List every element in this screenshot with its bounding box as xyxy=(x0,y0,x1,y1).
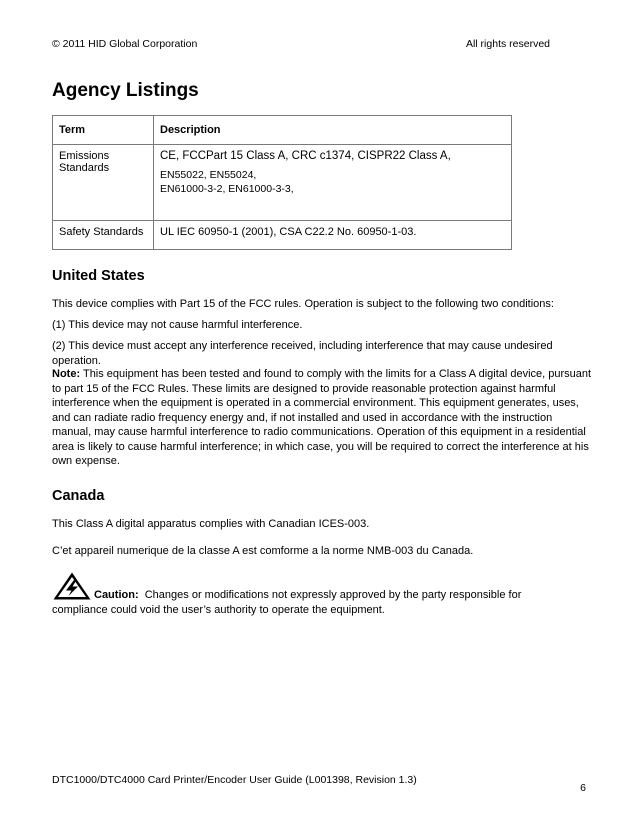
high-voltage-warning-icon xyxy=(52,571,92,601)
caution-line-2: compliance could void the user’s authority to operate the equipment. xyxy=(52,604,385,616)
canada-paragraph-1: This Class A digital apparatus complies with Canadian ICES-003. xyxy=(52,518,370,530)
description-cell: UL IEC 60950-1 (2001), CSA C22.2 No. 60950-1-03. xyxy=(154,221,512,250)
header-copyright: © 2011 HID Global Corporation xyxy=(52,38,198,50)
us-paragraph-2: (1) This device may not cause harmful interference. xyxy=(52,319,303,331)
header-rights: All rights reserved xyxy=(465,38,550,50)
section-heading-united-states: United States xyxy=(52,268,145,284)
caution-line-1 xyxy=(94,589,521,601)
table-header-row xyxy=(53,116,512,145)
table-row xyxy=(53,145,512,221)
description-text: CE, FCCPart 15 Class A, CRC c1374, CISPR22 Class A, xyxy=(160,150,451,162)
footer-doc-title: DTC1000/DTC4000 Card Printer/Encoder User Guide (L001398, Revision 1.3) xyxy=(52,774,417,786)
caution-label: Caution: xyxy=(94,589,139,601)
column-header-description: Description xyxy=(154,116,512,145)
caution-text-1: Changes or modifications not expressly approved by the party responsible for xyxy=(144,589,522,601)
table-row xyxy=(53,221,512,250)
description-extra-line: EN61000-3-2, EN61000-3-3, xyxy=(160,183,294,195)
us-note xyxy=(52,367,592,469)
note-text: This equipment has been tested and found to comply with the limits for a Class A digital device, pursuant to part 15 of the FCC Rules. These limits are designed to provide reasonable protection against harmful interference when the equipment is operated in a commercial environment. This equipment generates, uses, and can radiate radio frequency energy and, if not installed and used in accordance with the instruction manual, may cause harmful interference to radio communications. Operation of this equipment in a residential area is likely to cause harmful interference; in which case, you will be required to correct the interference at his own expense. xyxy=(52,368,592,467)
us-paragraph-3: (2) This device must accept any interference received, including interference that may cause undesired operation. xyxy=(52,340,553,367)
page-number: 6 xyxy=(580,782,586,794)
column-header-term: Term xyxy=(53,116,154,145)
description-cell xyxy=(154,145,512,221)
us-paragraph-1: This device complies with Part 15 of the FCC rules. Operation is subject to the following two conditions: xyxy=(52,298,554,310)
canada-paragraph-2: C’et appareil numerique de la classe A est comforme a la norme NMB-003 du Canada. xyxy=(52,545,474,557)
term-cell: Emissions Standards xyxy=(53,145,154,221)
note-label: Note: xyxy=(52,368,81,380)
agency-listings-table xyxy=(52,115,512,250)
term-cell: Safety Standards xyxy=(53,221,154,250)
description-extra-line: EN55022, EN55024, xyxy=(160,169,257,181)
page-title: Agency Listings xyxy=(52,80,199,101)
section-heading-canada: Canada xyxy=(52,488,105,504)
